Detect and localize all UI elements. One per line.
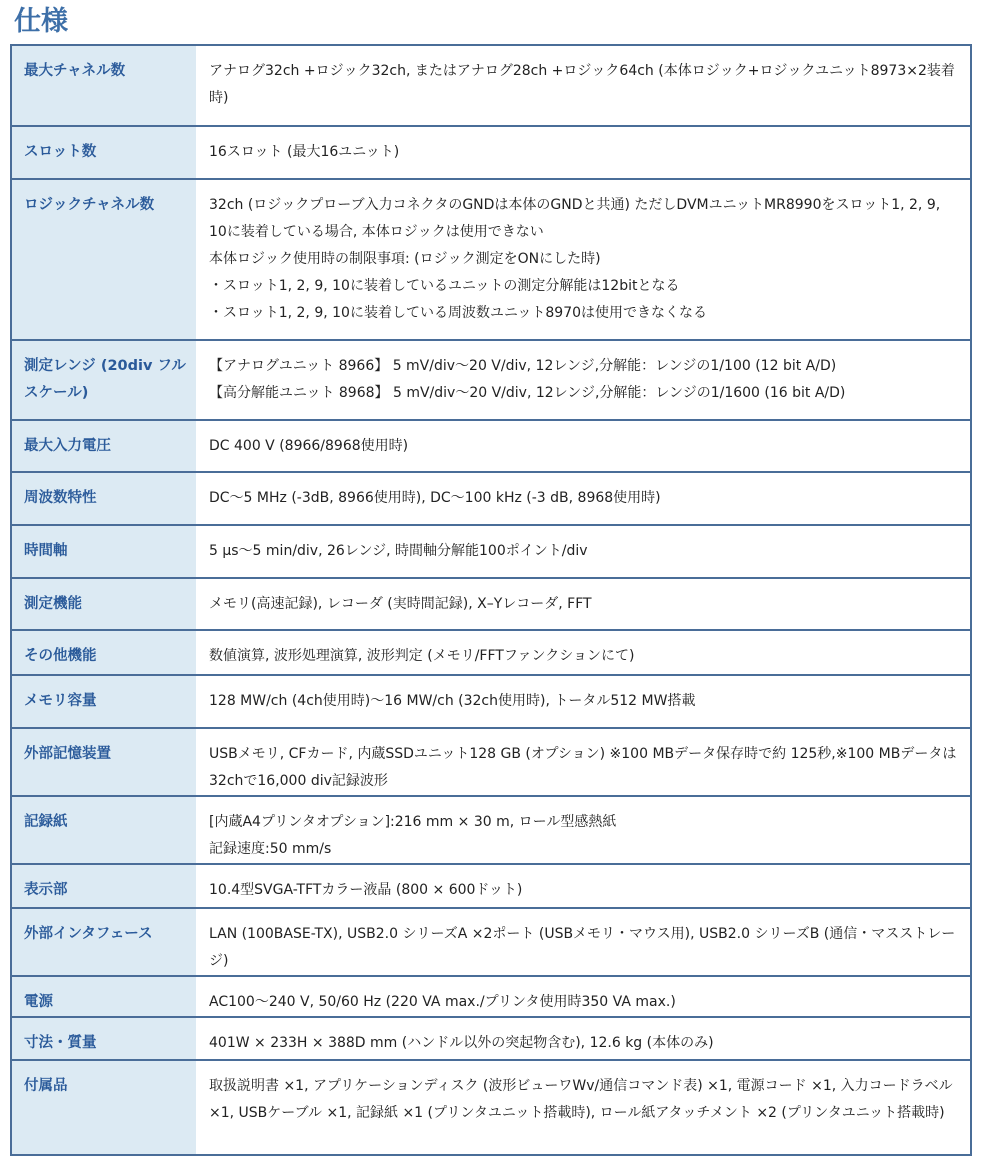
spec-row xyxy=(11,525,971,578)
spec-label: 寸法・質量 xyxy=(11,1017,196,1060)
spec-label: 外部インタフェース xyxy=(11,908,196,976)
spec-row xyxy=(11,340,971,420)
spec-value-line: 本体ロジック使用時の制限事項: (ロジック測定をONにした時) xyxy=(209,251,601,267)
spec-label: 時間軸 xyxy=(11,525,196,578)
spec-label: 測定機能 xyxy=(11,578,196,630)
spec-row xyxy=(11,630,971,675)
spec-value-line: 【高分解能ユニット 8968】 5 mV/div～20 V/div, 12レンジ,分解能：レンジの1/1600 (16 bit A/D) xyxy=(209,385,846,401)
spec-value-line: LAN (100BASE-TX), USB2.0 シリーズA ×2ポート (USBメモリ・マウス用), USB2.0 シリーズB (通信・マスストレージ) xyxy=(209,926,956,969)
spec-row xyxy=(11,45,971,126)
spec-label: スロット数 xyxy=(11,126,196,179)
spec-value xyxy=(196,796,971,864)
spec-value-line: AC100～240 V, 50/60 Hz (220 VA max./プリンタ使用時350 VA max.) xyxy=(209,994,676,1010)
spec-table xyxy=(10,44,972,1156)
spec-label: 測定レンジ (20div フルスケール) xyxy=(11,340,196,420)
spec-value xyxy=(196,630,971,675)
spec-row xyxy=(11,796,971,864)
spec-value-line: 401W × 233H × 388D mm (ハンドル以外の突起物含む), 12.6 kg (本体のみ) xyxy=(209,1035,714,1051)
spec-value xyxy=(196,45,971,126)
spec-value-line: 取扱説明書 ×1, アプリケーションディスク (波形ビューワWv/通信コマンド表) ×1, 電源コード ×1, 入力コードラベル ×1, USBケーブル ×1, 記録紙 ×1 (プリンタユニット搭載時), ロール紙アタッチメント ×2 (プリンタユニット搭載時) xyxy=(209,1078,953,1121)
spec-row xyxy=(11,976,971,1017)
spec-value-line: メモリ(高速記録), レコーダ (実時間記録), X–Yレコーダ, FFT xyxy=(209,596,592,612)
spec-value xyxy=(196,525,971,578)
spec-value xyxy=(196,472,971,525)
spec-value xyxy=(196,1060,971,1155)
spec-value-line: USBメモリ, CFカード, 内蔵SSDユニット128 GB (オプション) ※100 MBデータ保存時で約 125秒,※100 MBデータは32chで16,000 div記録波形 xyxy=(209,746,957,789)
spec-row xyxy=(11,472,971,525)
spec-value xyxy=(196,578,971,630)
spec-value-line: 5 μs～5 min/div, 26レンジ, 時間軸分解能100ポイント/div xyxy=(209,543,588,559)
spec-label: 外部記憶装置 xyxy=(11,728,196,796)
spec-row xyxy=(11,728,971,796)
spec-value xyxy=(196,420,971,472)
spec-row xyxy=(11,1017,971,1060)
spec-value-line: 16スロット (最大16ユニット) xyxy=(209,144,400,160)
spec-value-line: DC 400 V (8966/8968使用時) xyxy=(209,438,409,454)
spec-value-line: 10.4型SVGA-TFTカラー液晶 (800 × 600ドット) xyxy=(209,882,523,898)
spec-value-line: 128 MW/ch (4ch使用時)～16 MW/ch (32ch使用時), トータル512 MW搭載 xyxy=(209,693,696,709)
spec-row xyxy=(11,179,971,340)
spec-label: 電源 xyxy=(11,976,196,1017)
spec-label: 最大チャネル数 xyxy=(11,45,196,126)
spec-row xyxy=(11,675,971,728)
spec-value-line: ・スロット1, 2, 9, 10に装着しているユニットの測定分解能は12bitとなる xyxy=(209,278,680,294)
spec-label: 表示部 xyxy=(11,864,196,908)
spec-label: 付属品 xyxy=(11,1060,196,1155)
spec-value-line: 記録速度:50 mm/s xyxy=(209,841,332,857)
spec-row xyxy=(11,864,971,908)
spec-value xyxy=(196,126,971,179)
page-title: 仕様 xyxy=(14,6,68,37)
spec-value xyxy=(196,340,971,420)
spec-label: 周波数特性 xyxy=(11,472,196,525)
spec-value xyxy=(196,179,971,340)
spec-value-line: DC～5 MHz (-3dB, 8966使用時), DC～100 kHz (-3 dB, 8968使用時) xyxy=(209,490,661,506)
spec-row xyxy=(11,1060,971,1155)
spec-value-line: [内蔵A4プリンタオプション]:216 mm × 30 m, ロール型感熱紙 xyxy=(209,814,617,830)
spec-row xyxy=(11,908,971,976)
spec-row xyxy=(11,126,971,179)
spec-label: 記録紙 xyxy=(11,796,196,864)
spec-table-body xyxy=(11,45,971,1155)
spec-value-line: 【アナログユニット 8966】 5 mV/div～20 V/div, 12レンジ,分解能：レンジの1/100 (12 bit A/D) xyxy=(209,358,837,374)
spec-value-line: 32ch (ロジックプローブ入力コネクタのGNDは本体のGNDと共通) ただしDVMユニットMR8990をスロット1, 2, 9, 10に装着している場合, 本体ロジックは使用できない xyxy=(209,197,941,240)
spec-value xyxy=(196,976,971,1017)
spec-value xyxy=(196,728,971,796)
spec-value xyxy=(196,1017,971,1060)
spec-label: ロジックチャネル数 xyxy=(11,179,196,340)
spec-value-line: ・スロット1, 2, 9, 10に装着している周波数ユニット8970は使用できなくなる xyxy=(209,305,708,321)
spec-value xyxy=(196,675,971,728)
spec-label: その他機能 xyxy=(11,630,196,675)
spec-value-line: 数値演算, 波形処理演算, 波形判定 (メモリ/FFTファンクションにて) xyxy=(209,648,635,664)
spec-value-line: アナログ32ch +ロジック32ch, またはアナログ28ch +ロジック64ch (本体ロジック+ロジックユニット8973×2装着時) xyxy=(209,63,955,106)
spec-label: メモリ容量 xyxy=(11,675,196,728)
spec-label: 最大入力電圧 xyxy=(11,420,196,472)
spec-value xyxy=(196,908,971,976)
spec-value xyxy=(196,864,971,908)
spec-row xyxy=(11,578,971,630)
spec-row xyxy=(11,420,971,472)
